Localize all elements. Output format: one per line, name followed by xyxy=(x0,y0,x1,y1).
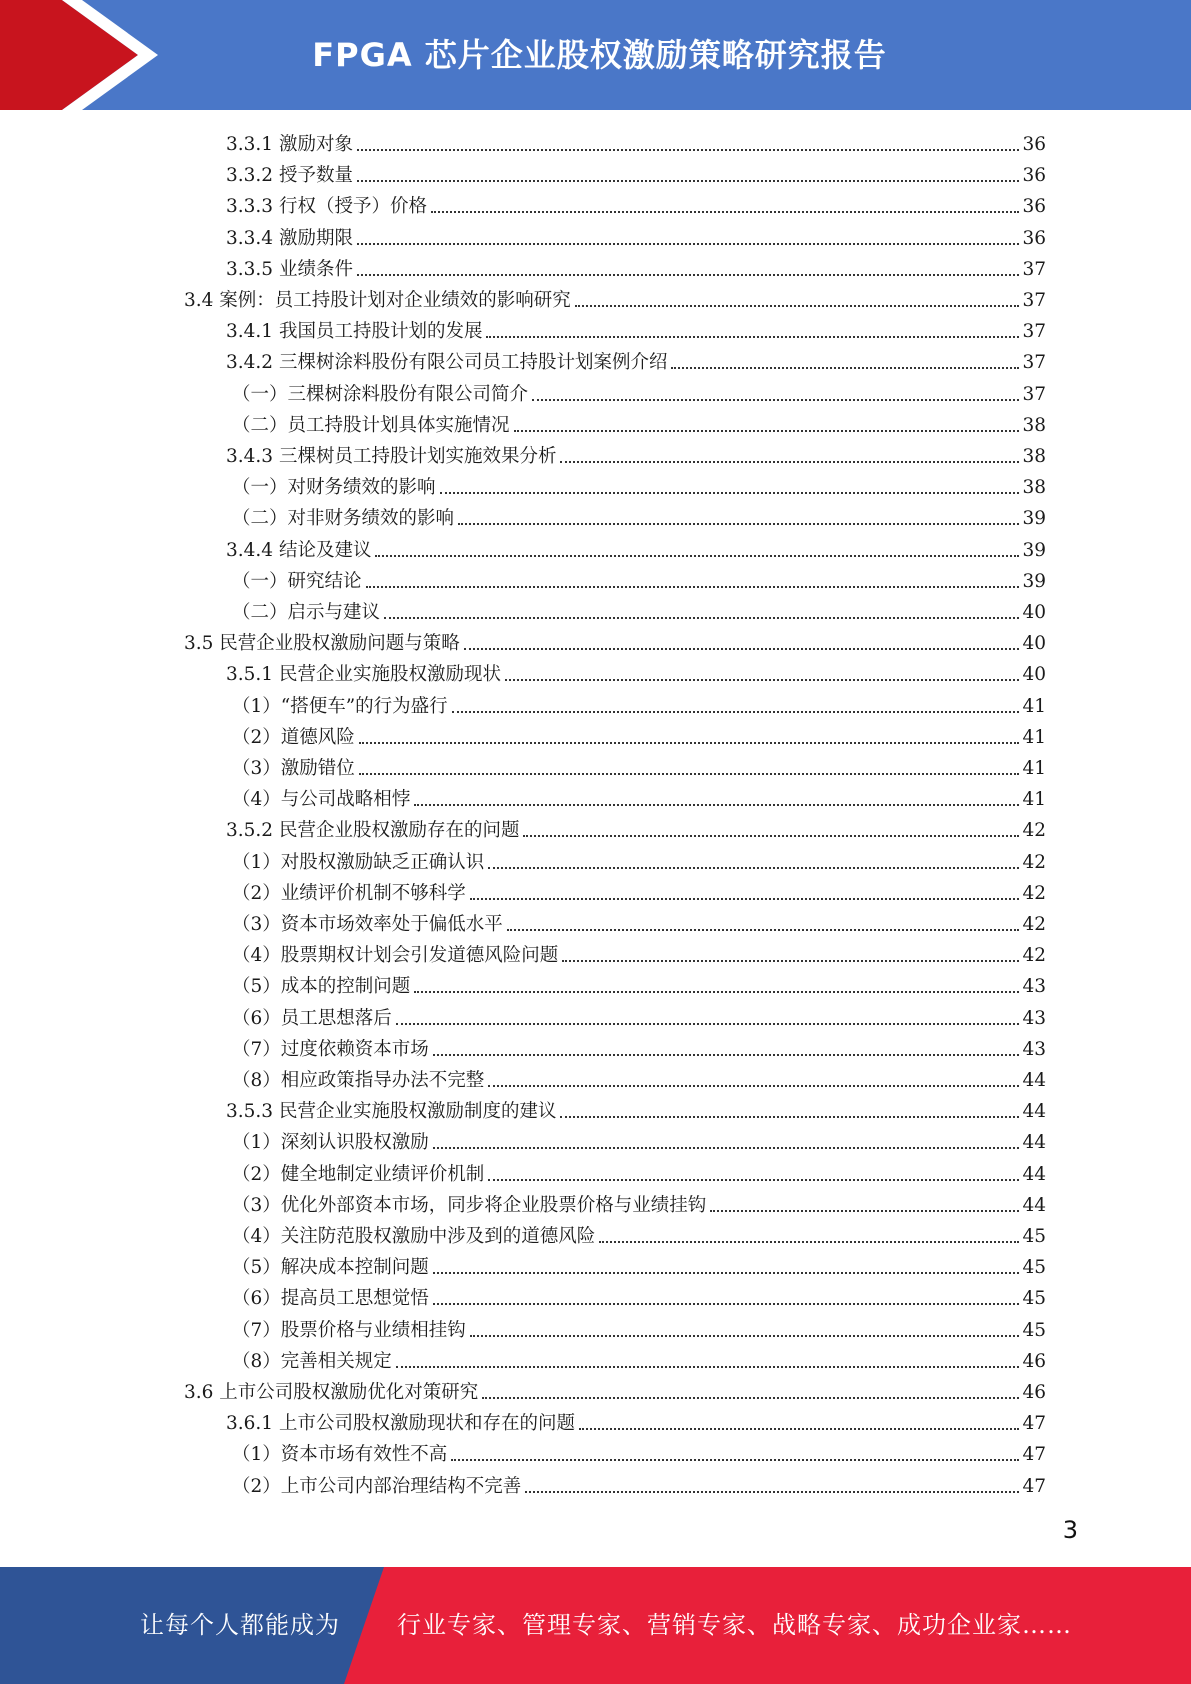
toc-entry-page: 38 xyxy=(1022,446,1046,467)
toc-entry-page: 47 xyxy=(1022,1413,1046,1435)
toc-entry-label: （4）与公司战略相悖 xyxy=(232,789,411,811)
toc-entry-label: （2）健全地制定业绩评价机制 xyxy=(232,1163,485,1185)
toc-dot-leader xyxy=(470,1335,1020,1337)
toc-entry-page: 42 xyxy=(1022,882,1046,904)
toc-entry-label: （一）研究结论 xyxy=(232,570,362,592)
toc-entry[interactable] xyxy=(226,1094,1046,1125)
toc-dot-leader xyxy=(357,149,1020,151)
toc-entry-page: 44 xyxy=(1022,1163,1046,1185)
toc-dot-leader xyxy=(486,336,1019,338)
toc-dot-leader xyxy=(433,1147,1020,1149)
toc-entry-page: 44 xyxy=(1022,1101,1046,1123)
toc-entry-label: （1）资本市场有效性不高 xyxy=(232,1444,448,1466)
toc-dot-leader xyxy=(482,1397,1019,1399)
toc-entry-label: （6）提高员工思想觉悟 xyxy=(232,1288,429,1310)
toc-entry-label: （6）员工思想落后 xyxy=(232,1007,392,1029)
toc-entry-page: 42 xyxy=(1022,914,1046,935)
toc-entry[interactable] xyxy=(232,1281,1046,1312)
toc-dot-leader xyxy=(560,461,1019,463)
toc-entry-label: （3）激励错位 xyxy=(232,758,355,779)
toc-entry-label: （1）对股权激励缺乏正确认识 xyxy=(232,851,485,873)
toc-dot-leader xyxy=(575,305,1020,307)
toc-entry[interactable] xyxy=(184,1375,1046,1406)
toc-entry[interactable] xyxy=(226,533,1046,564)
toc-entry-page: 41 xyxy=(1022,758,1046,779)
toc-entry-page: 37 xyxy=(1022,321,1046,343)
toc-entry-label: （2）业绩评价机制不够科学 xyxy=(232,882,466,904)
toc-entry-label: 3.3.2 授予数量 xyxy=(226,165,353,187)
toc-entry-page: 44 xyxy=(1022,1194,1046,1216)
toc-entry[interactable] xyxy=(184,626,1046,657)
page-number: 3 xyxy=(1062,1516,1078,1544)
toc-entry[interactable] xyxy=(232,1001,1046,1032)
toc-entry-label: 3.3.4 激励期限 xyxy=(226,227,353,249)
toc-dot-leader xyxy=(505,679,1019,681)
toc-entry[interactable] xyxy=(232,720,1046,751)
toc-entry-label: 3.5.3 民营企业实施股权激励制度的建议 xyxy=(226,1101,557,1123)
toc-dot-leader xyxy=(488,1085,1019,1087)
toc-entry-label: （8）完善相关规定 xyxy=(232,1350,392,1372)
toc-entry[interactable] xyxy=(232,845,1046,876)
toc-entry-label: 3.4.4 结论及建议 xyxy=(226,539,372,561)
toc-entry-page: 41 xyxy=(1022,695,1046,717)
toc-entry[interactable] xyxy=(226,813,1046,844)
toc-entry-page: 45 xyxy=(1022,1226,1046,1247)
toc-entry-label: 3.4.3 三棵树员工持股计划实施效果分析 xyxy=(226,446,557,467)
toc-entry[interactable] xyxy=(184,283,1046,314)
toc-entry[interactable] xyxy=(232,1157,1046,1188)
toc-entry[interactable] xyxy=(232,1125,1046,1156)
toc-entry[interactable] xyxy=(232,751,1046,782)
toc-entry-page: 38 xyxy=(1022,477,1046,499)
toc-entry-page: 45 xyxy=(1022,1288,1046,1310)
toc-entry-page: 42 xyxy=(1022,820,1046,842)
toc-entry[interactable] xyxy=(226,345,1046,376)
toc-entry-page: 40 xyxy=(1022,633,1046,655)
toc-entry[interactable] xyxy=(232,689,1046,720)
toc-entry[interactable] xyxy=(232,907,1046,938)
toc-dot-leader xyxy=(525,1491,1019,1493)
toc-entry[interactable] xyxy=(232,1313,1046,1344)
toc-entry-page: 37 xyxy=(1022,290,1046,311)
toc-entry[interactable] xyxy=(232,782,1046,813)
footer-banner xyxy=(0,1567,1191,1684)
toc-dot-leader xyxy=(433,1272,1020,1274)
toc-entry[interactable] xyxy=(226,158,1046,189)
toc-entry[interactable] xyxy=(232,564,1046,595)
toc-entry-label: （二）对非财务绩效的影响 xyxy=(232,508,455,530)
toc-dot-leader xyxy=(560,1116,1019,1118)
toc-entry[interactable] xyxy=(232,1219,1046,1250)
toc-dot-leader xyxy=(523,835,1019,837)
toc-entry[interactable] xyxy=(232,1250,1046,1281)
toc-dot-leader xyxy=(464,648,1020,650)
toc-dot-leader xyxy=(532,399,1019,401)
toc-dot-leader xyxy=(375,555,1019,557)
toc-entry-page: 36 xyxy=(1022,196,1046,218)
toc-entry[interactable] xyxy=(232,595,1046,626)
toc-dot-leader xyxy=(384,617,1019,619)
toc-dot-leader xyxy=(488,867,1019,869)
toc-dot-leader xyxy=(359,773,1020,775)
toc-entry-label: 3.3.5 业绩条件 xyxy=(226,258,353,280)
toc-entry[interactable] xyxy=(226,657,1046,688)
toc-entry-page: 37 xyxy=(1022,352,1046,374)
toc-entry-page: 44 xyxy=(1022,1132,1046,1154)
toc-entry-page: 36 xyxy=(1022,227,1046,249)
toc-entry-label: （3）资本市场效率处于偏低水平 xyxy=(232,914,503,935)
toc-entry-label: （一）三棵树涂料股份有限公司简介 xyxy=(232,383,529,405)
toc-entry-page: 43 xyxy=(1022,976,1046,998)
toc-entry-page: 46 xyxy=(1022,1350,1046,1372)
toc-dot-leader xyxy=(710,1210,1019,1212)
toc-dot-leader xyxy=(452,711,1020,713)
toc-entry-page: 37 xyxy=(1022,258,1046,280)
toc-entry-label: 3.4.1 我国员工持股计划的发展 xyxy=(226,321,483,343)
toc-dot-leader xyxy=(359,742,1020,744)
toc-entry-label: （2）上市公司内部治理结构不完善 xyxy=(232,1475,522,1497)
toc-entry[interactable] xyxy=(226,189,1046,220)
toc-entry[interactable] xyxy=(232,470,1046,501)
toc-entry[interactable] xyxy=(232,938,1046,969)
toc-dot-leader xyxy=(599,1241,1019,1243)
toc-entry-page: 46 xyxy=(1022,1382,1046,1403)
toc-entry-page: 47 xyxy=(1022,1444,1046,1466)
toc-entry[interactable] xyxy=(232,1063,1046,1094)
toc-entry-page: 39 xyxy=(1022,539,1046,561)
toc-dot-leader xyxy=(507,929,1020,931)
toc-dot-leader xyxy=(470,898,1020,900)
toc-entry-label: （1）“搭便车”的行为盛行 xyxy=(232,695,448,717)
toc-entry-label: （二）启示与建议 xyxy=(232,602,381,623)
toc-entry-page: 45 xyxy=(1022,1319,1046,1341)
toc-dot-leader xyxy=(357,180,1020,182)
toc-entry[interactable] xyxy=(226,1406,1046,1437)
toc-entry-page: 43 xyxy=(1022,1038,1046,1060)
toc-entry[interactable] xyxy=(232,1437,1046,1468)
toc-entry-label: 3.5.1 民营企业实施股权激励现状 xyxy=(226,664,501,686)
toc-entry-page: 36 xyxy=(1022,165,1046,187)
toc-entry-label: （4）关注防范股权激励中涉及到的道德风险 xyxy=(232,1226,596,1247)
toc-dot-leader xyxy=(488,1179,1019,1181)
toc-entry-label: 3.4 案例：员工持股计划对企业绩效的影响研究 xyxy=(184,290,571,311)
toc-dot-leader xyxy=(562,960,1019,962)
toc-entry-label: （4）股票期权计划会引发道德风险问题 xyxy=(232,945,559,967)
toc-dot-leader xyxy=(433,1303,1020,1305)
toc-entry-label: 3.6 上市公司股权激励优化对策研究 xyxy=(184,1382,479,1403)
toc-dot-leader xyxy=(451,1459,1019,1461)
toc-entry-label: （5）成本的控制问题 xyxy=(232,976,411,998)
toc-entry[interactable] xyxy=(226,439,1046,470)
toc-dot-leader xyxy=(579,1428,1019,1430)
toc-entry[interactable] xyxy=(232,876,1046,907)
toc-entry[interactable] xyxy=(232,969,1046,1000)
toc-entry-label: （一）对财务绩效的影响 xyxy=(232,477,436,499)
toc-entry-label: 3.4.2 三棵树涂料股份有限公司员工持股计划案例介绍 xyxy=(226,352,668,374)
toc-dot-leader xyxy=(671,367,1019,369)
footer-slogan-right: 行业专家、管理专家、营销专家、战略专家、成功企业家…… xyxy=(397,1611,1072,1639)
toc-dot-leader xyxy=(414,991,1019,993)
toc-entry-label: （3）优化外部资本市场，同步将企业股票价格与业绩挂钩 xyxy=(232,1194,707,1216)
toc-dot-leader xyxy=(433,1054,1020,1056)
toc-dot-leader xyxy=(357,274,1020,276)
toc-entry-page: 40 xyxy=(1022,664,1046,686)
toc-entry-page: 36 xyxy=(1022,134,1046,155)
toc-entry-page: 38 xyxy=(1022,414,1046,436)
toc-entry-label: 3.5.2 民营企业股权激励存在的问题 xyxy=(226,820,520,842)
toc-entry[interactable] xyxy=(232,1469,1046,1500)
toc-entry-page: 42 xyxy=(1022,945,1046,967)
toc-entry-label: （二）员工持股计划具体实施情况 xyxy=(232,414,510,436)
toc-entry-label: （8）相应政策指导办法不完整 xyxy=(232,1070,485,1091)
toc-entry-page: 47 xyxy=(1022,1475,1046,1497)
header-banner xyxy=(0,0,1191,110)
toc-entry-label: （7）股票价格与业绩相挂钩 xyxy=(232,1319,466,1341)
toc-entry[interactable] xyxy=(226,221,1046,252)
toc-dot-leader xyxy=(396,1023,1020,1025)
toc-dot-leader xyxy=(396,1366,1020,1368)
toc-dot-leader xyxy=(366,586,1020,588)
toc-entry[interactable] xyxy=(232,501,1046,532)
toc-entry-page: 37 xyxy=(1022,383,1046,405)
toc-entry-page: 41 xyxy=(1022,726,1046,748)
toc-entry-page: 39 xyxy=(1022,570,1046,592)
toc-entry-page: 44 xyxy=(1022,1070,1046,1091)
toc-entry-page: 42 xyxy=(1022,851,1046,873)
toc-dot-leader xyxy=(514,430,1020,432)
toc-entry[interactable] xyxy=(232,377,1046,408)
toc-entry-label: 3.5 民营企业股权激励问题与策略 xyxy=(184,633,460,655)
toc-entry-label: （2）道德风险 xyxy=(232,726,355,748)
toc-entry[interactable] xyxy=(226,252,1046,283)
toc-entry-page: 40 xyxy=(1022,602,1046,623)
toc-dot-leader xyxy=(440,492,1020,494)
toc-dot-leader xyxy=(414,804,1019,806)
toc-entry[interactable] xyxy=(232,1344,1046,1375)
footer-slogan-left: 让每个人都能成为 xyxy=(140,1611,340,1639)
toc-dot-leader xyxy=(458,523,1019,525)
toc-entry-page: 39 xyxy=(1022,508,1046,530)
toc-entry[interactable] xyxy=(232,1188,1046,1219)
toc-entry-label: （7）过度依赖资本市场 xyxy=(232,1038,429,1060)
toc-entry-label: 3.6.1 上市公司股权激励现状和存在的问题 xyxy=(226,1413,575,1435)
toc-entry[interactable] xyxy=(226,127,1046,158)
toc-dot-leader xyxy=(357,243,1020,245)
toc-entry-page: 45 xyxy=(1022,1257,1046,1279)
toc-entry-label: 3.3.3 行权（授予）价格 xyxy=(226,196,427,218)
toc-entry-label: （1）深刻认识股权激励 xyxy=(232,1132,429,1154)
toc-entry-page: 43 xyxy=(1022,1007,1046,1029)
toc-entry[interactable] xyxy=(226,314,1046,345)
toc-dot-leader xyxy=(431,211,1019,213)
toc-entry-label: （5）解决成本控制问题 xyxy=(232,1257,429,1279)
toc-entry-label: 3.3.1 激励对象 xyxy=(226,134,353,155)
toc-entry[interactable] xyxy=(232,1032,1046,1063)
toc-entry-page: 41 xyxy=(1022,789,1046,811)
document-title: FPGA 芯片企业股权激励策略研究报告 xyxy=(312,36,887,74)
toc-entry[interactable] xyxy=(232,408,1046,439)
